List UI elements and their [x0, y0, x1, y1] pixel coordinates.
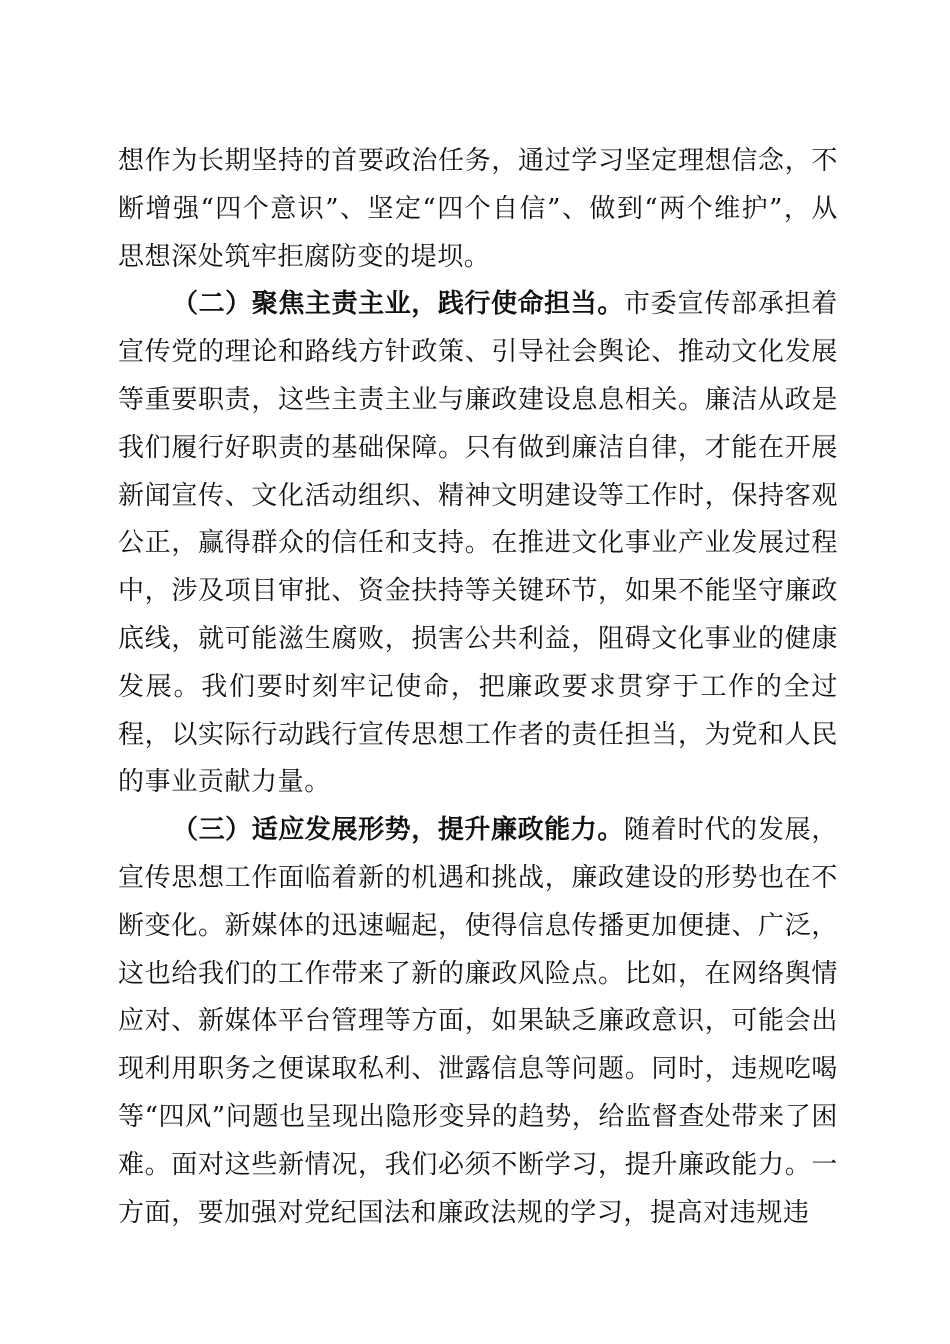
paragraph-continuation — [118, 138, 838, 281]
section-two-body: 市委宣传部承担着宣传党的理论和路线方针政策、引导社会舆论、推动文化发展等重要职责，这些主责主业与廉政建设息息相关。廉洁从政是我们履行好职责的基础保障。只有做到廉洁自律，才能在开展新闻宣传、文化活动组织、精神文明建设等工作时，保持客观公正，赢得群众的信任和支持。在推进文化事业产业发展过程中，涉及项目审批、资金扶持等关键环节，如果不能坚守廉政底线，就可能滋生腐败，损害公共利益，阻碍文化事业的健康发展。我们要时刻牢记使命，把廉政要求贯穿于工作的全过程，以实际行动践行宣传思想工作者的责任担当，为党和人民的事业贡献力量。 — [118, 289, 838, 798]
section-three-body: 随着时代的发展，宣传思想工作面临着新的机遇和挑战，廉政建设的形势也在不断变化。新媒体的迅速崛起，使得信息传播更加便捷、广泛，这也给我们的工作带来了新的廉政风险点。比如，在网络舆情应对、新媒体平台管理等方面，如果缺乏廉政意识，可能会出现利用职务之便谋取私利、泄露信息等问题。同时，违规吃喝等“四风”问题也呈现出隐形变异的趋势，给监督查处带来了困难。面对这些新情况，我们必须不断学习，提升廉政能力。一方面，要加强对党纪国法和廉政法规的学习，提高对违规违 — [118, 815, 838, 1228]
document-body — [118, 138, 838, 1237]
paragraph-section-three — [118, 807, 838, 1237]
section-two-heading: （二）聚焦主责主业，践行使命担当。 — [172, 289, 624, 320]
paragraph-section-two — [118, 281, 838, 807]
paragraph-1-body: 想作为长期坚持的首要政治任务，通过学习坚定理想信念，不断增强“四个意识”、坚定“四个自信”、做到“两个维护”，从思想深处筑牢拒腐防变的堤坝。 — [118, 146, 838, 272]
section-three-heading: （三）适应发展形势，提升廉政能力。 — [172, 815, 624, 846]
